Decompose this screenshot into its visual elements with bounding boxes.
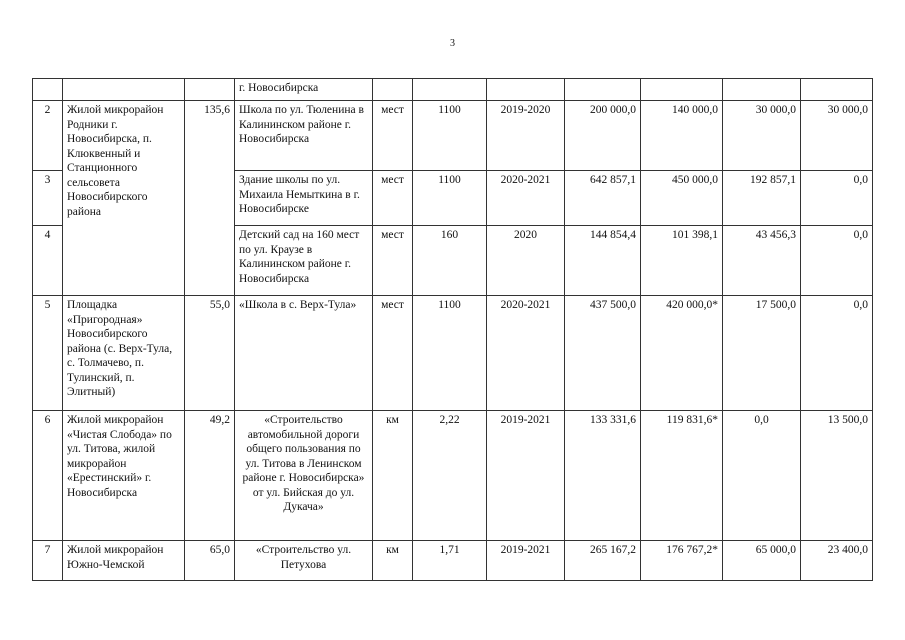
cell-num: 5	[33, 296, 63, 411]
cell-object: Здание школы по ул. Михаила Немыткина в г. Новосибирске	[235, 171, 373, 226]
table-row	[33, 541, 873, 581]
cell-object: «Строительство ул. Петухова	[235, 541, 373, 581]
cell-object: Детский сад на 160 мест по ул. Краузе в Калининском районе г. Новосибирска	[235, 226, 373, 296]
cell-capacity: 160	[413, 226, 487, 296]
cell-num: 2	[33, 101, 63, 171]
cell-total: 437 500,0	[565, 296, 641, 411]
cell-municipal: 0,0	[801, 296, 873, 411]
cell-period	[487, 79, 565, 101]
cell-num: 7	[33, 541, 63, 581]
cell-unit	[373, 79, 413, 101]
cell-num: 6	[33, 411, 63, 541]
cell-area	[185, 79, 235, 101]
cell-unit: мест	[373, 171, 413, 226]
cell-territory: Жилой микрорайон Южно-Чемской	[63, 541, 185, 581]
cell-num: 3	[33, 171, 63, 226]
cell-capacity: 1100	[413, 296, 487, 411]
cell-regional: 0,0	[723, 411, 801, 541]
cell-federal	[641, 79, 723, 101]
cell-regional: 192 857,1	[723, 171, 801, 226]
cell-regional: 17 500,0	[723, 296, 801, 411]
cell-territory	[63, 79, 185, 101]
cell-territory: Жилой микрорайон «Чистая Слобода» по ул. Титова, жилой микрорайон «Ерестинский» г. Новосибирска	[63, 411, 185, 541]
cell-object: «Строительство автомобильной дороги общего пользования по ул. Титова в Ленинском районе г. Новосибирска» от ул. Бийская до ул. Дукача»	[235, 411, 373, 541]
cell-object: г. Новосибирска	[235, 79, 373, 101]
cell-unit: мест	[373, 226, 413, 296]
cell-territory: Площадка «Пригородная» Новосибирского района (с. Верх-Тула, с. Толмачево, п. Тулинский, п. Элитный)	[63, 296, 185, 411]
cell-num	[33, 79, 63, 101]
cell-area: 55,0	[185, 296, 235, 411]
cell-municipal: 0,0	[801, 171, 873, 226]
projects-table	[32, 78, 873, 581]
cell-capacity	[413, 79, 487, 101]
cell-unit: мест	[373, 296, 413, 411]
cell-federal: 140 000,0	[641, 101, 723, 171]
page-number: 3	[450, 38, 455, 49]
cell-total: 133 331,6	[565, 411, 641, 541]
cell-object: Школа по ул. Тюленина в Калининском районе г. Новосибирска	[235, 101, 373, 171]
cell-period: 2019-2021	[487, 541, 565, 581]
cell-area: 49,2	[185, 411, 235, 541]
cell-municipal: 23 400,0	[801, 541, 873, 581]
cell-federal: 450 000,0	[641, 171, 723, 226]
cell-area: 135,6	[185, 101, 235, 296]
cell-municipal: 30 000,0	[801, 101, 873, 171]
table-row	[33, 79, 873, 101]
cell-federal: 101 398,1	[641, 226, 723, 296]
table-row	[33, 296, 873, 411]
cell-municipal: 0,0	[801, 226, 873, 296]
cell-regional: 30 000,0	[723, 101, 801, 171]
cell-unit: км	[373, 541, 413, 581]
cell-unit: мест	[373, 101, 413, 171]
cell-period: 2019-2021	[487, 411, 565, 541]
cell-municipal	[801, 79, 873, 101]
cell-federal: 420 000,0*	[641, 296, 723, 411]
cell-federal: 176 767,2*	[641, 541, 723, 581]
cell-total: 144 854,4	[565, 226, 641, 296]
cell-total: 200 000,0	[565, 101, 641, 171]
cell-period: 2020-2021	[487, 296, 565, 411]
table-row	[33, 101, 873, 171]
cell-regional: 43 456,3	[723, 226, 801, 296]
cell-capacity: 1,71	[413, 541, 487, 581]
cell-total: 642 857,1	[565, 171, 641, 226]
cell-capacity: 1100	[413, 101, 487, 171]
cell-area: 65,0	[185, 541, 235, 581]
table-row	[33, 411, 873, 541]
cell-period: 2020	[487, 226, 565, 296]
cell-municipal: 13 500,0	[801, 411, 873, 541]
cell-capacity: 2,22	[413, 411, 487, 541]
cell-period: 2019-2020	[487, 101, 565, 171]
cell-object: «Школа в с. Верх-Тула»	[235, 296, 373, 411]
cell-federal: 119 831,6*	[641, 411, 723, 541]
cell-period: 2020-2021	[487, 171, 565, 226]
cell-regional: 65 000,0	[723, 541, 801, 581]
cell-total: 265 167,2	[565, 541, 641, 581]
cell-unit: км	[373, 411, 413, 541]
cell-regional	[723, 79, 801, 101]
cell-total	[565, 79, 641, 101]
cell-num: 4	[33, 226, 63, 296]
cell-territory: Жилой микрорайон Родники г. Новосибирска, п. Клюквенный и Станционного сельсовета Новосибирского района	[63, 101, 185, 296]
cell-capacity: 1100	[413, 171, 487, 226]
